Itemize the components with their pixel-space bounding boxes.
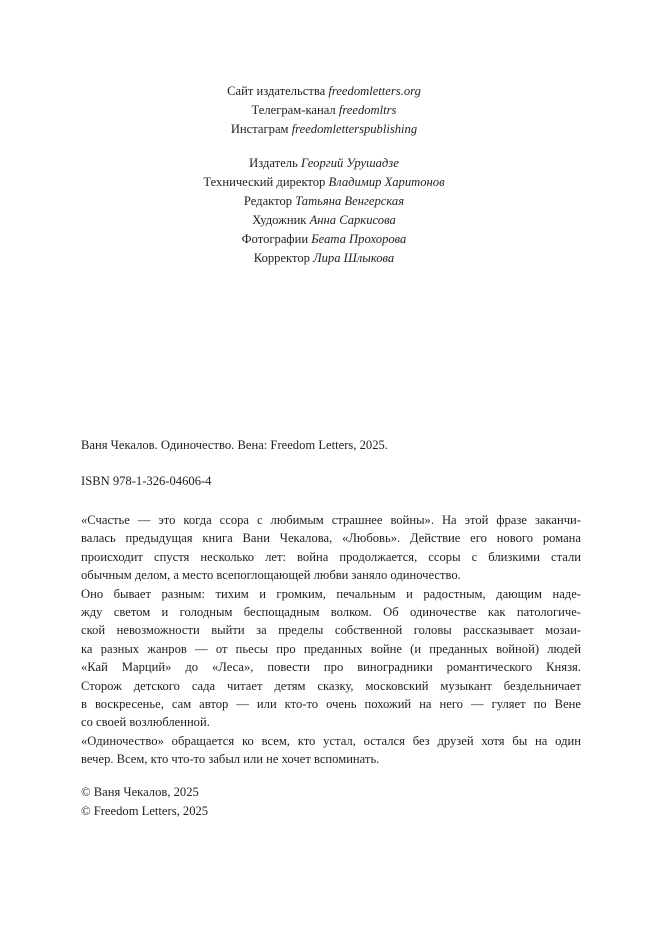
annotation-line: жду светом и голодным беспощадным волком. Об одиночестве как патологиче- <box>81 605 581 620</box>
publisher-links <box>0 82 648 139</box>
link-label: Телеграм-канал <box>251 103 336 117</box>
annotation-line: со своей возлюбленной. <box>81 715 210 730</box>
credit-name: Анна Саркисова <box>309 213 396 227</box>
credit-name: Георгий Урушадзе <box>300 156 399 170</box>
isbn: ISBN 978-1-326-04606-4 <box>81 474 212 488</box>
credit-role: Редактор <box>243 194 293 208</box>
copyright-publisher: © Freedom Letters, 2025 <box>81 804 209 818</box>
credit-line <box>0 249 648 268</box>
link-line-instagram <box>0 120 648 139</box>
annotation-line: ка разных жанров — от пьесы про преданных войне (и преданных войной) людей <box>81 641 581 656</box>
credit-line <box>0 192 648 211</box>
annotation-line: в воскресенье, сам автор — или кто-то очень похожий на него — гуляет по Вене <box>81 697 581 712</box>
credit-name: Лира Шлыкова <box>313 251 395 265</box>
credit-line <box>0 154 648 173</box>
annotation-line: Сторож детского сада читает детям сказку, московский музыкант бездельничает <box>81 678 581 693</box>
copyright-author: © Ваня Чекалов, 2025 <box>81 785 199 799</box>
credit-role: Художник <box>252 213 307 227</box>
credit-role: Корректор <box>253 251 310 265</box>
link-line-telegram <box>0 101 648 120</box>
annotation-line: ской невозможности выйти за пределы собственной головы рассказывает мозаи- <box>81 623 581 638</box>
credit-line <box>0 211 648 230</box>
link-label: Инстаграм <box>230 122 289 136</box>
credit-line <box>0 230 648 249</box>
credit-line <box>0 173 648 192</box>
copyright-block <box>81 783 208 821</box>
credit-name: Владимир Харитонов <box>328 175 445 189</box>
link-line-website <box>0 82 648 101</box>
annotation-line: «Кай Марций» до «Леса», повести про виноградники романтического Князя. <box>81 660 581 675</box>
credit-role: Фотографии <box>241 232 309 246</box>
instagram-value: freedomletterspublishing <box>291 122 418 136</box>
credit-name: Беата Прохорова <box>311 232 407 246</box>
credit-role: Технический директор <box>203 175 326 189</box>
annotation-line: Оно бывает разным: тихим и громким, печальным и радостным, дающим наде- <box>81 586 581 601</box>
annotation-line: происходит спустя несколько лет: война продолжается, ссоры с близкими стали <box>81 549 581 564</box>
credits-block <box>0 154 648 268</box>
annotation-line: «Счастье — это когда ссора с любимым страшнее войны». На этой фразе заканчи- <box>81 513 581 527</box>
credit-name: Татьяна Венгерская <box>295 194 405 208</box>
annotation-line: обычным делом, а место всепоглощающей любви заняло одиночество. <box>81 568 461 583</box>
annotation-line: вечер. Всем, кто что-то забыл или не хочет вспоминать. <box>81 752 380 767</box>
telegram-value: freedomltrs <box>338 103 397 117</box>
annotation-line: валась предыдущая книга Вани Чекалова, «Любовь». Действие его нового романа <box>81 531 581 546</box>
credit-role: Издатель <box>249 156 298 170</box>
bibliographic-citation: Ваня Чекалов. Одиночество. Вена: Freedom Letters, 2025. <box>81 438 388 452</box>
website-value: freedomletters.org <box>328 84 421 98</box>
annotation <box>81 511 581 769</box>
link-label: Сайт издательства <box>227 84 326 98</box>
annotation-line: «Одиночество» обращается ко всем, кто устал, остался без друзей хотя бы на один <box>81 733 581 748</box>
